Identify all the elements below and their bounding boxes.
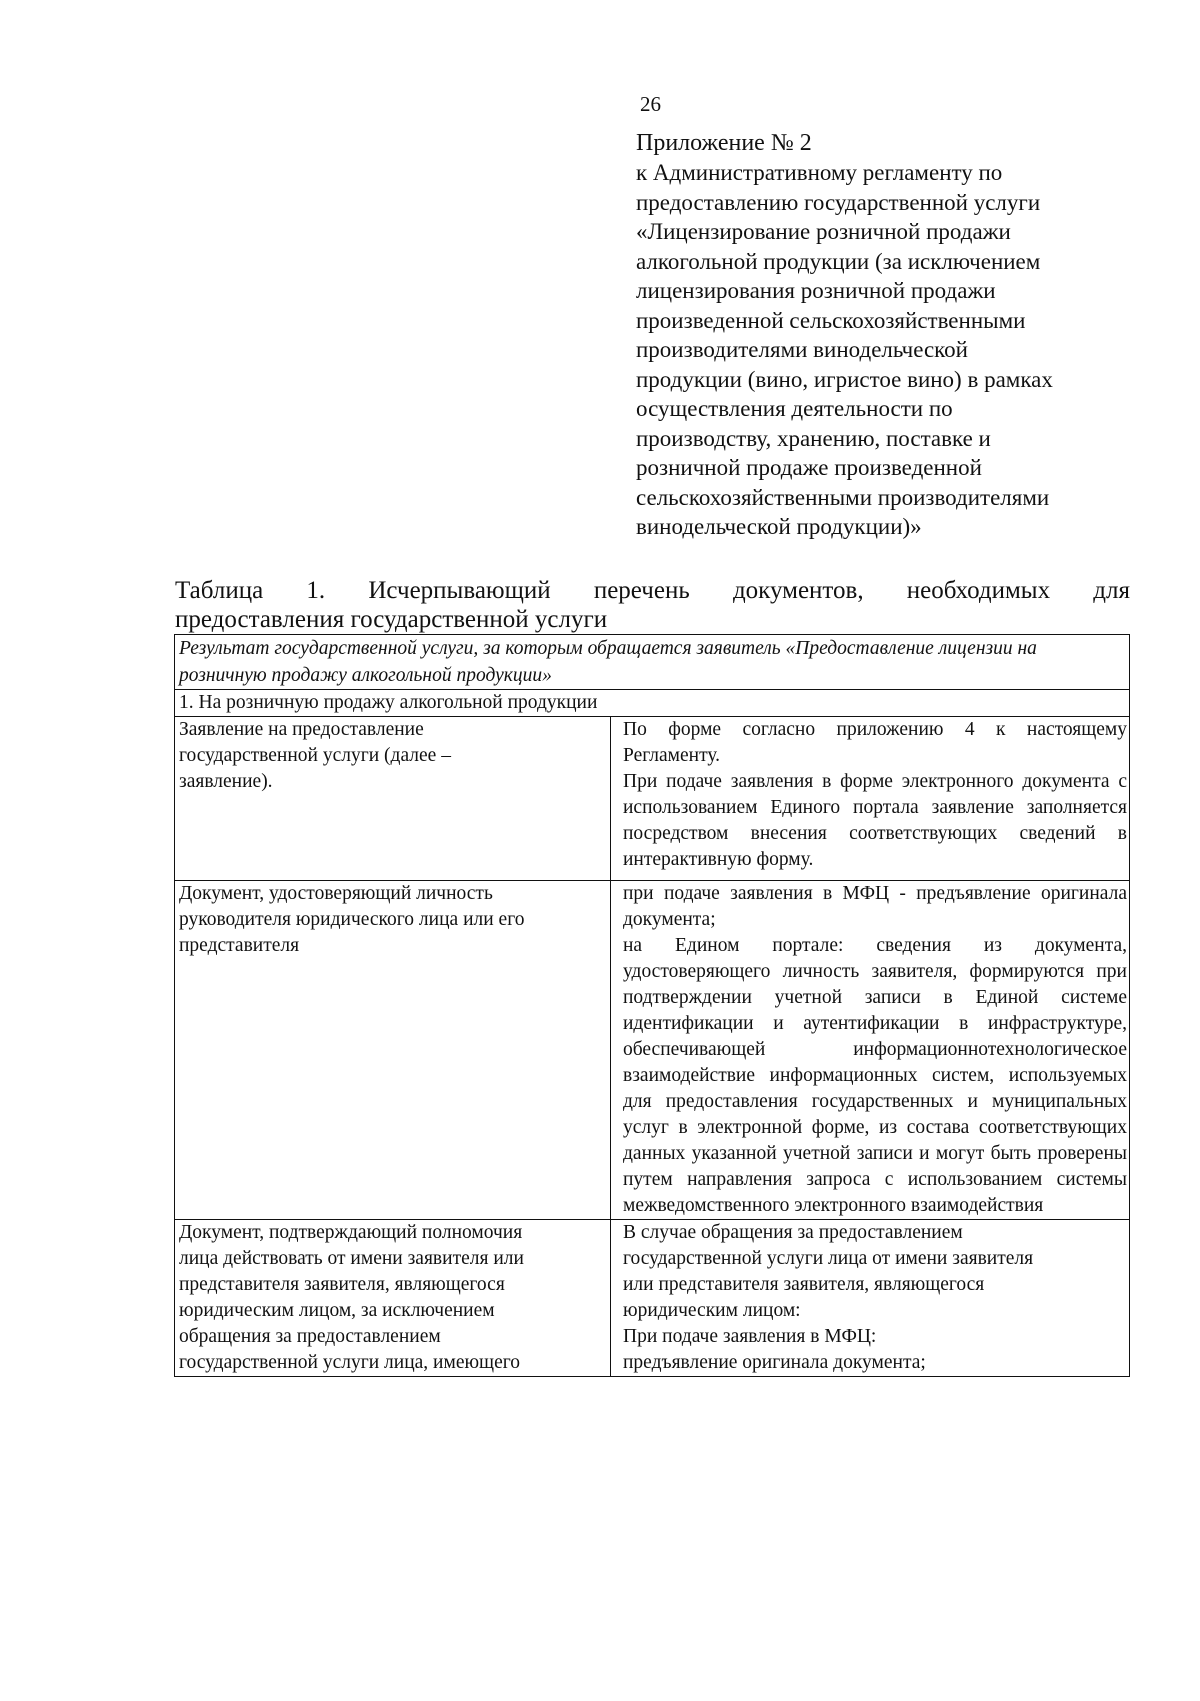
- document-requirements-cell: при подаче заявления в МФЦ - предъявление оригинала документа; на Едином портале: сведения из документа, удостоверяющего личность заявителя, формируются при подтверждении учетной записи в Единой системе идентификации и аутентификации в инфраструктуре, обеспечивающей информационнотехнологическое взаимодействие информационных систем, используемых для предоставления государственных и муниципальных услуг в электронной форме, из состава соответствующих данных указанной учетной записи и могут быть проверены путем направления запроса с использованием системы межведомственного электронного взаимодействия: [611, 881, 1130, 1220]
- document-requirements-cell: По форме согласно приложению 4 к настоящему Регламенту. При подаче заявления в форме электронного документа с использованием Единого портала заявление заполняется посредством внесения соответствующих сведений в интерактивную форму.: [611, 717, 1130, 881]
- document-name-cell: Заявление на предоставление государственной услуги (далее – заявление).: [175, 717, 611, 881]
- appendix-body: к Административному регламенту по предоставлению государственной услуги «Лицензирование розничной продажи алкогольной продукции (за исключением лицензирования розничной продажи произведенной сельскохозяйственными производителями винодельческой продукции (вино, игристое вино) в рамках осуществления деятельности по производству, хранению, поставке и розничной продаже произведенной сельскохозяйственными производителями винодельческой продукции)»: [636, 160, 1053, 539]
- table-row: [175, 717, 1130, 881]
- documents-table: [174, 634, 1130, 1377]
- table-caption-line-1: Таблица 1. Исчерпывающий перечень документов, необходимых для: [175, 577, 1130, 604]
- page-number: 26: [640, 92, 661, 116]
- document-requirements-cell: В случае обращения за предоставлением государственной услуги лица от имени заявителя или представителя заявителя, являющегося юридическим лицом: При подаче заявления в МФЦ: предъявление оригинала документа;: [611, 1220, 1130, 1377]
- section-row: [175, 690, 1130, 717]
- document-name-cell: Документ, удостоверяющий личность руководителя юридического лица или его представителя: [175, 881, 611, 1220]
- table-caption-line-2: предоставления государственной услуги: [175, 606, 608, 633]
- result-row: [175, 635, 1130, 690]
- table-row: [175, 881, 1130, 1220]
- appendix-title: Приложение № 2: [636, 130, 812, 156]
- result-cell: Результат государственной услуги, за которым обращается заявитель «Предоставление лицензии на розничную продажу алкогольной продукции»: [175, 635, 1130, 690]
- section-cell: 1. На розничную продажу алкогольной продукции: [175, 690, 1130, 717]
- table-row: [175, 1220, 1130, 1377]
- document-name-cell: Документ, подтверждающий полномочия лица действовать от имени заявителя или представителя заявителя, являющегося юридическим лицом, за исключением обращения за предоставлением государственной услуги лица, имеющего: [175, 1220, 611, 1377]
